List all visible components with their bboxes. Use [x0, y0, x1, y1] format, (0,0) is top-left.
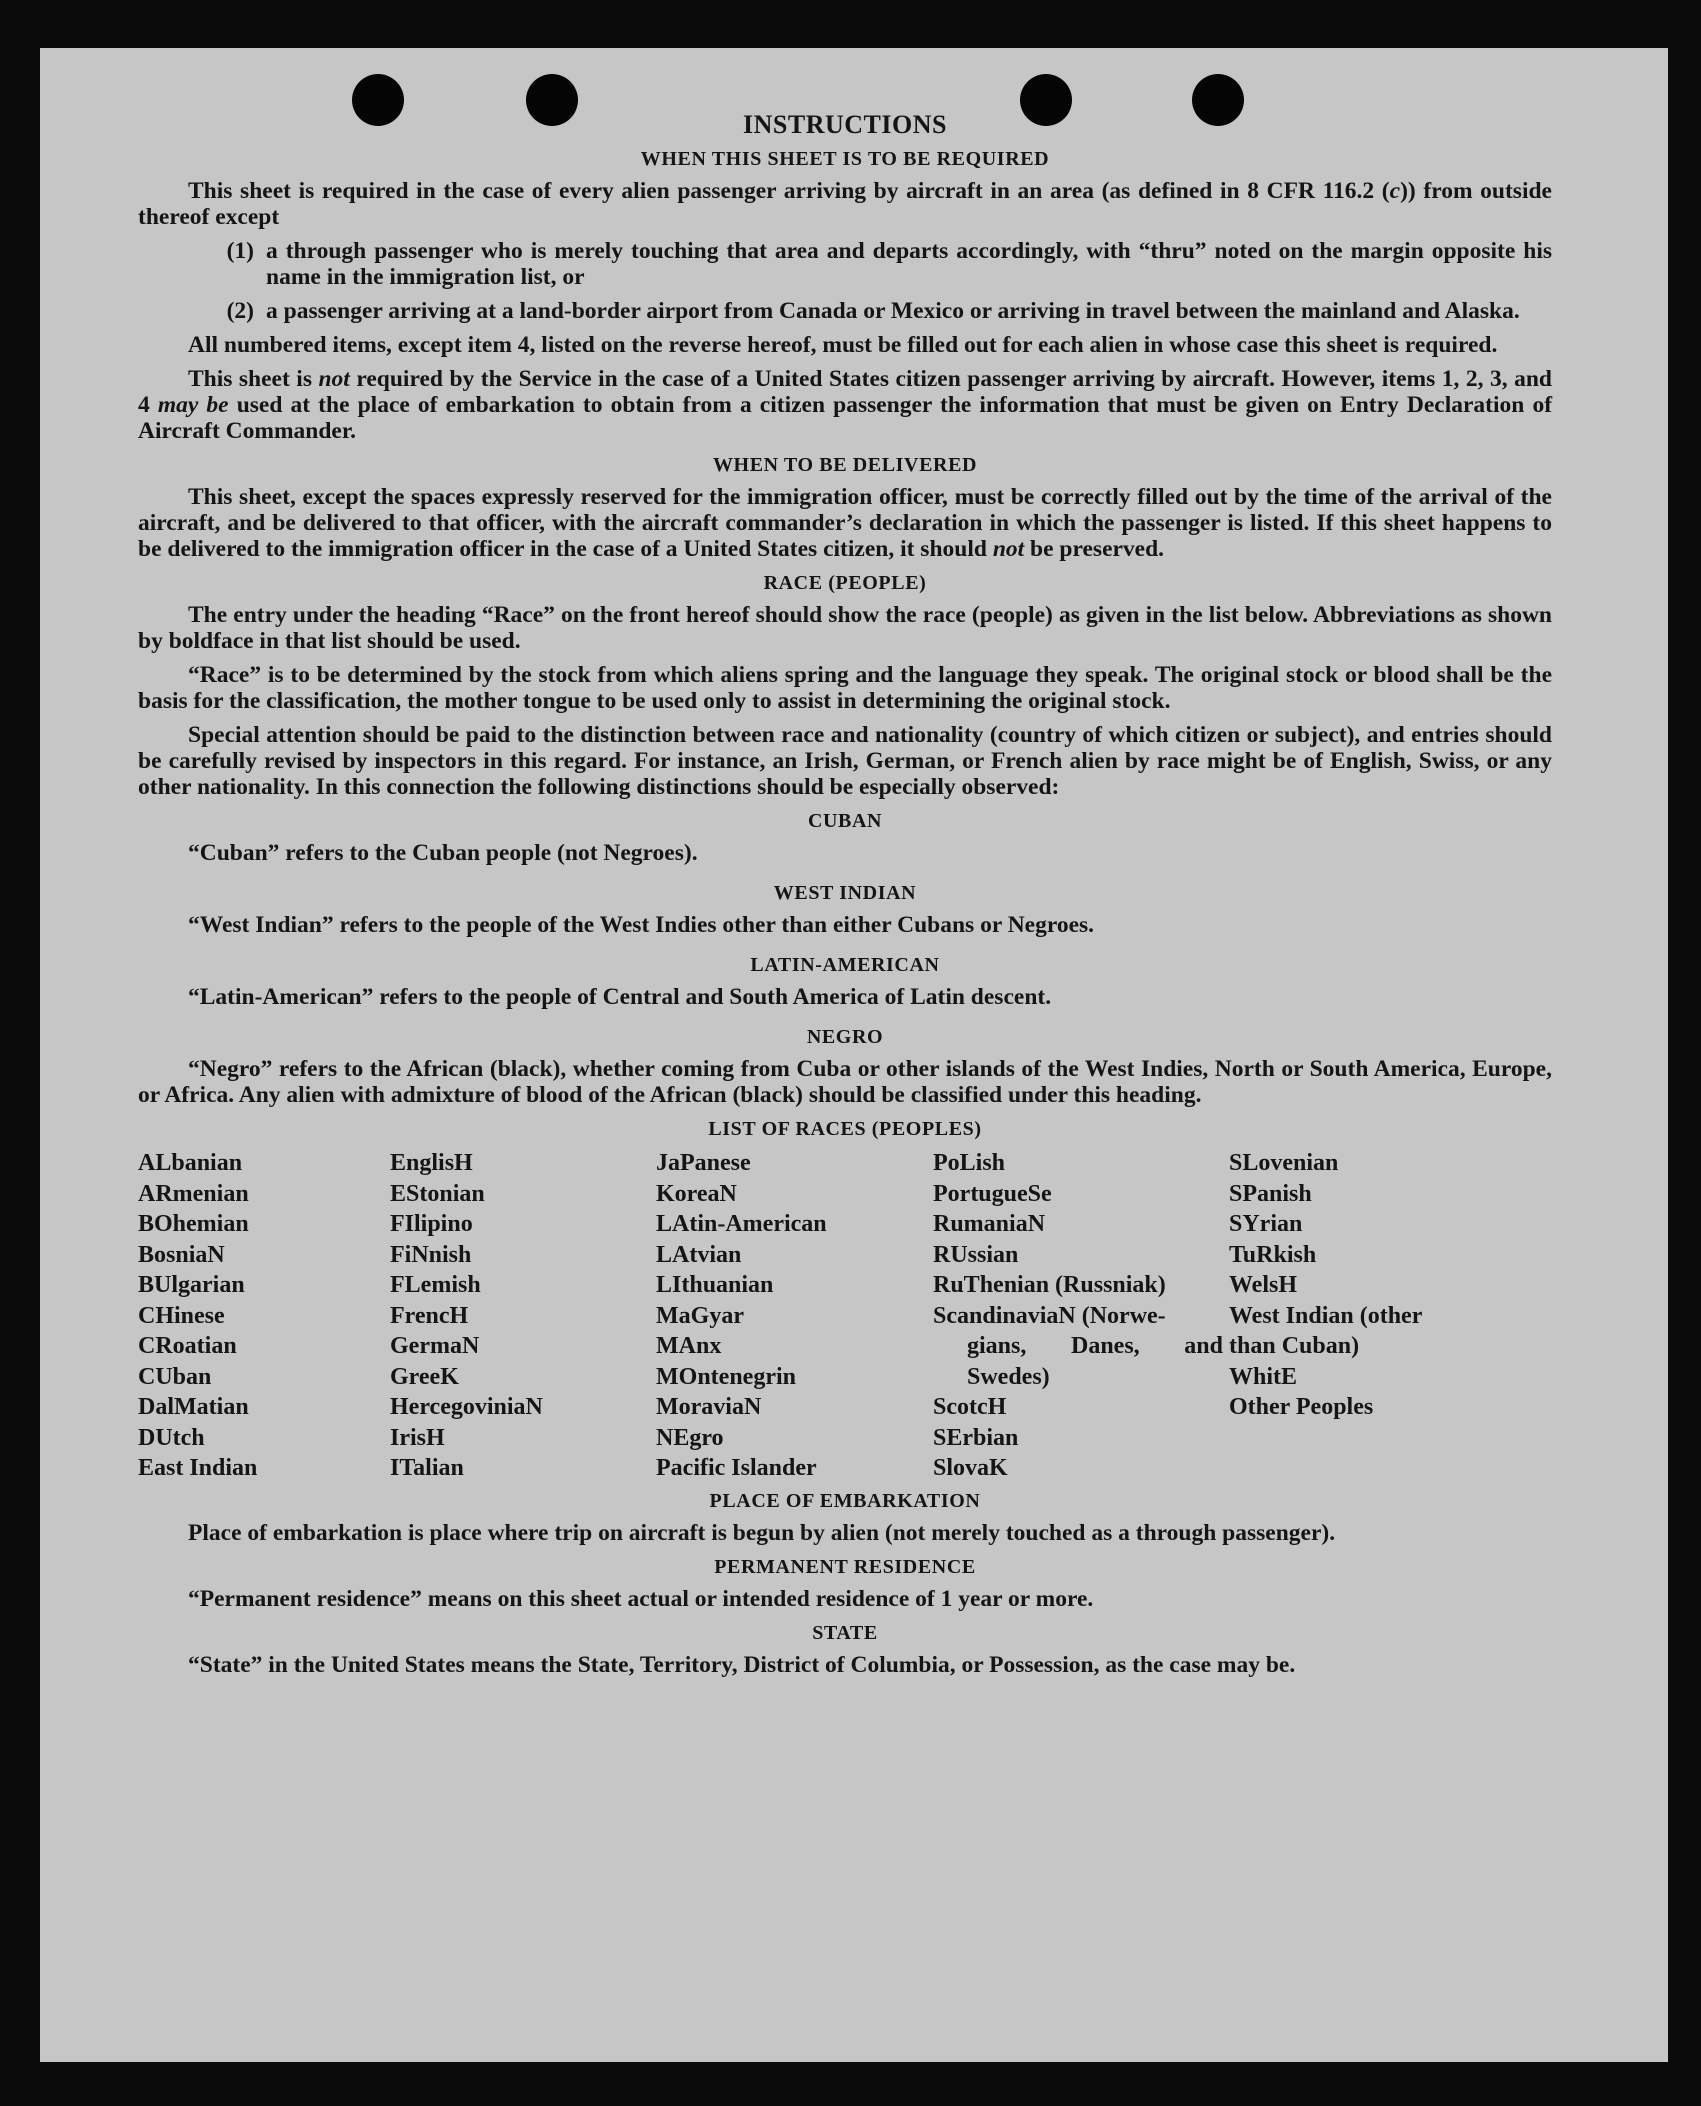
section-title-delivered: WHEN TO BE DELIVERED [712, 454, 978, 476]
race-entry: WelsH [1229, 1272, 1298, 1298]
race-entry: HercegoviniaN [390, 1394, 543, 1420]
paragraph-race-entry: The entry under the heading “Race” on the front hereof should show the race (people) as given in the list below. Abbreviations as shown by boldface in that list should be used. [138, 602, 1552, 654]
race-entry: ScandinaviaN (Norwe- [933, 1302, 1166, 1329]
race-entry: KoreaN [656, 1180, 737, 1207]
race-entry: MAnx [656, 1333, 722, 1359]
race-entry: RUssian [933, 1241, 1019, 1268]
race-entry: than Cuban) [1229, 1333, 1360, 1359]
race-entry: JaPanese [656, 1150, 751, 1176]
section-title-negro: NEGRO [806, 1026, 884, 1048]
race-column [656, 1148, 933, 1484]
race-entry: MOntenegrin [656, 1363, 796, 1390]
paragraph-delivered: This sheet, except the spaces expressly reserved for the immigration officer, must be correctly filled out by the time of the arrival of the aircraft, and be delivered to that officer, with the aircraft commander’s declaration in which the passenger is listed. If this sheet happens to be delivered to the immigration officer in the case of a United States citizen, it should not be preserved. [138, 484, 1552, 562]
race-entry: CRoatian [138, 1333, 237, 1359]
race-entry: SlovaK [933, 1455, 1008, 1481]
paragraph-required: This sheet is required in the case of every alien passenger arriving by aircraft in an area (as defined in 8 CFR 116.2 (c)) from outside thereof except [138, 178, 1552, 230]
instructions-content [138, 108, 1552, 1686]
section-title-west-indian: WEST INDIAN [773, 882, 917, 904]
race-entry: LIthuanian [656, 1272, 774, 1298]
race-entry: West Indian (other [1229, 1302, 1423, 1329]
race-entry: LAtvian [656, 1241, 742, 1268]
race-entry: MaGyar [656, 1302, 744, 1329]
paragraph-state: “State” in the United States means the State, Territory, District of Columbia, or Possession, as the case may be. [188, 1651, 1296, 1678]
section-title-cuban: CUBAN [807, 810, 883, 832]
race-entry: BUlgarian [138, 1272, 245, 1298]
race-entry: SLovenian [1229, 1150, 1339, 1176]
race-entry: ARmenian [138, 1180, 249, 1207]
paragraph-embarkation: Place of embarkation is place where trip on aircraft is begun by alien (not merely touched as a through passenger). [188, 1519, 1336, 1546]
section-title-latin-american: LATIN-AMERICAN [750, 954, 940, 976]
race-column [390, 1148, 656, 1484]
race-entry: DalMatian [138, 1394, 249, 1420]
race-entry: IrisH [390, 1424, 445, 1451]
document-sheet [40, 48, 1668, 2062]
race-entry: BOhemian [138, 1211, 249, 1237]
paragraph-citizen: This sheet is not required by the Service in the case of a United States citizen passenger arriving by aircraft. However, items 1, 2, 3, and 4 may be used at the place of embarkation to obtain from a citizen passenger the information that must be given on Entry Declaration of Aircraft Commander. [138, 366, 1553, 444]
race-entry: Pacific Islander [656, 1455, 817, 1481]
race-entry: BosniaN [138, 1241, 225, 1268]
race-column [933, 1148, 1229, 1484]
race-entry: SErbian [933, 1424, 1019, 1451]
section-title-required: WHEN THIS SHEET IS TO BE REQUIRED [640, 148, 1050, 170]
paragraph-race-nationality: Special attention should be paid to the distinction between race and nationality (country of which citizen or subject), and entries should be carefully revised by inspectors in this regard. For instance, an Irish, German, or French alien by race might be of English, Swiss, or any other nationality. In this connection the following distinctions should be especially observed: [138, 722, 1552, 800]
race-entry: FIlipino [390, 1211, 473, 1237]
race-entry: EnglisH [390, 1150, 473, 1176]
paragraph-numbered-items: All numbered items, except item 4, listed on the reverse hereof, must be filled out for each alien in whose case this sheet is required. [188, 332, 1498, 358]
paragraph-race-stock: “Race” is to be determined by the stock from which aliens spring and the language they speak. The original stock or blood shall be the basis for the classification, the mother tongue to be used only to assist in determining the original stock. [138, 662, 1552, 714]
race-entry: WhitE [1229, 1363, 1298, 1390]
race-entry: PortugueSe [933, 1180, 1052, 1207]
race-entry: FrencH [390, 1302, 469, 1329]
race-entry: RumaniaN [933, 1211, 1046, 1237]
race-entry: TuRkish [1229, 1241, 1317, 1268]
paragraph-latin-american: “Latin-American” refers to the people of Central and South America of Latin descent. [188, 984, 1052, 1010]
section-title-residence: PERMANENT RESIDENCE [714, 1555, 976, 1578]
exception-item: (2) a passenger arriving at a land-border airport from Canada or Mexico or arriving in travel between the mainland and Alaska. [226, 298, 1520, 324]
paragraph-residence: “Permanent residence” means on this sheet actual or intended residence of 1 year or more. [188, 1585, 1094, 1612]
race-entry: LAtin-American [656, 1211, 827, 1237]
race-column [1229, 1148, 1552, 1484]
section-title-race: RACE (PEOPLE) [763, 572, 927, 594]
race-list [138, 1148, 1552, 1484]
race-entry: SPanish [1229, 1180, 1312, 1207]
race-entry: FLemish [390, 1272, 481, 1298]
race-entry: DUtch [138, 1424, 205, 1451]
race-entry: Other Peoples [1229, 1394, 1374, 1420]
section-title-race-list: LIST OF RACES (PEOPLES) [708, 1118, 982, 1140]
race-entry: ScotcH [933, 1394, 1007, 1420]
race-entry: CHinese [138, 1302, 225, 1329]
race-entry: East Indian [138, 1455, 258, 1481]
race-entry: MoraviaN [656, 1394, 762, 1420]
race-entry: gians, Danes, and [967, 1333, 1223, 1359]
race-entry: FiNnish [390, 1241, 472, 1268]
race-entry: GreeK [390, 1363, 459, 1390]
section-title-state: STATE [812, 1621, 878, 1644]
section-title-embarkation: PLACE OF EMBARKATION [709, 1489, 981, 1512]
race-entry: PoLish [933, 1150, 1006, 1176]
race-entry: ALbanian [138, 1150, 243, 1176]
race-entry: RuThenian (Russniak) [933, 1272, 1166, 1298]
race-entry: ITalian [390, 1455, 464, 1481]
exception-item: (1) a through passenger who is merely touching that area and departs accordingly, with “thru” noted on the margin opposite his name in the immigration list, or [226, 238, 1552, 290]
race-entry: Swedes) [967, 1363, 1050, 1390]
page-title: INSTRUCTIONS [743, 110, 947, 139]
race-entry: NEgro [656, 1424, 724, 1451]
race-entry: SYrian [1229, 1211, 1303, 1237]
race-entry: GermaN [390, 1333, 480, 1359]
paragraph-negro: “Negro” refers to the African (black), whether coming from Cuba or other islands of the West Indies, North or South America, Europe, or Africa. Any alien with admixture of blood of the African (black) should be classified under this heading. [138, 1056, 1552, 1108]
race-column [138, 1148, 390, 1484]
paragraph-west-indian: “West Indian” refers to the people of the West Indies other than either Cubans or Negroes. [188, 912, 1095, 938]
race-entry: CUban [138, 1363, 212, 1390]
race-entry: EStonian [390, 1180, 485, 1207]
paragraph-cuban: “Cuban” refers to the Cuban people (not Negroes). [188, 840, 698, 866]
